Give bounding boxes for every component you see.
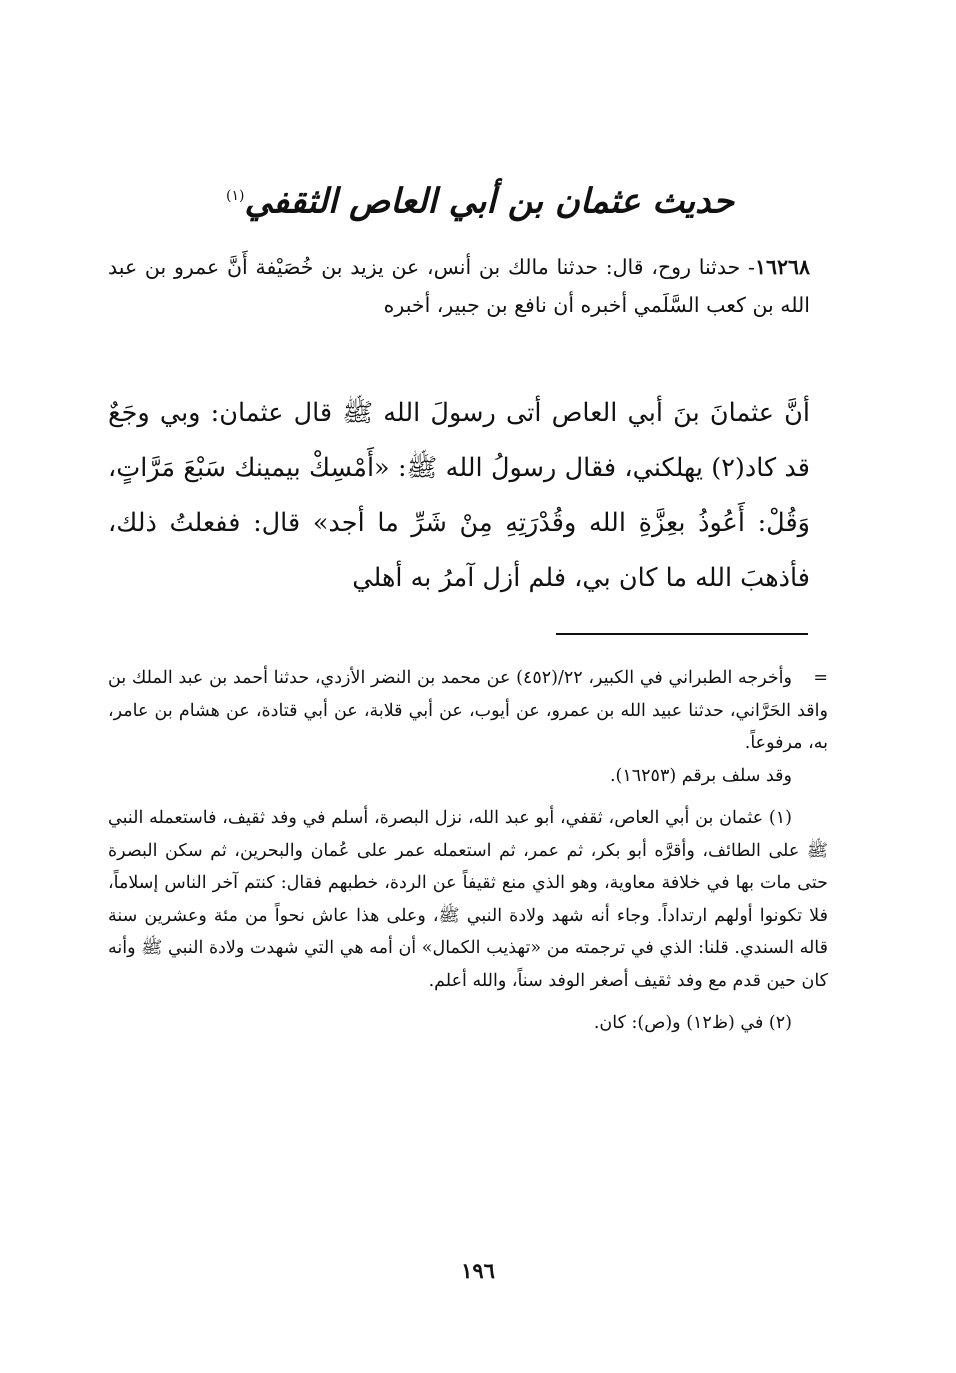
hadith-isnad-text: - حدثنا روح، قال: حدثنا مالك بن أنس، عن يزيد بن خُصَيْفة أَنَّ عمرو بن عبد الله بن كعب السَّلَمي أخبره أن نافع بن جبير، أخبره: [108, 255, 810, 317]
footnotes-section: [108, 662, 828, 1040]
footnote-continuation-text: وأخرجه الطبراني في الكبير، ٢٢/(٤٥٢) عن محمد بن النضر الأزدي، حدثنا أحمد بن عبد الملك بن واقد الحَرَّاني، حدثنا عبيد الله بن عمرو، عن أيوب، عن أبي قلابة، عن أبي قتادة، عن هشام بن عامر، به، مرفوعاً.: [108, 668, 828, 753]
chapter-title-text: حديث عثمان بن أبي العاص الثقفي: [244, 181, 734, 222]
footnote-continuation: [108, 662, 828, 760]
footnote-1: (١) عثمان بن أبي العاص، ثقفي، أبو عبد الله، نزل البصرة، أسلم في وفد ثقيف، فاستعمله النبي ﷺ على الطائف، وأقرَّه أبو بكر، ثم عمر، ثم استعمله عمر على عُمان والبحرين، ثم سكن البصرة حتى مات بها في خلافة معاوية، وهو الذي منع ثقيفاً عن الردة، خطبهم فقال: كنتم آخر الناس إسلاماً، فلا تكونوا أولهم ارتداداً. وجاء أنه شهد ولادة النبي ﷺ، وعلى هذا عاش نحواً من مئة وعشرين سنة قاله السندي. قلنا: الذي في ترجمته من «تهذيب الكمال» أن أمه هي التي شهدت ولادة النبي ﷺ وأنه كان حين قدم مع وفد ثقيف أصغر الوفد سناً، والله أعلم.: [108, 808, 828, 991]
title-footnote-marker: (١): [226, 188, 245, 204]
hadith-matn: [108, 386, 810, 606]
hadith-isnad: [108, 248, 810, 324]
footnote-2: (٢) في (ظ١٢) و(ص): كان.: [593, 1013, 792, 1033]
continuation-marker: =: [813, 668, 828, 688]
chapter-title: [200, 168, 760, 229]
footnote-separator: [556, 633, 808, 635]
hadith-matn-text: أنَّ عثمانَ بنَ أبي العاص أتى رسولَ الله ﷺ قال عثمان: وبي وجَعٌ قد كاد(٢) يهلكني، فقال رسولُ الله ﷺ: «أَمْسِكْ بيمينك سَبْعَ مَرَّاتٍ، وَقُلْ: أَعُوذُ بعِزَّةِ الله وقُدْرَتِهِ مِنْ شَرِّ ما أجد» قال: ففعلتُ ذلك، فأذهبَ الله ما كان بي، فلم أزل آمرُ به أهلي: [108, 398, 810, 593]
footnote-continuation-ref: وقد سلف برقم (١٦٢٥٣).: [609, 765, 792, 786]
hadith-number: ١٦٢٦٨: [754, 255, 810, 279]
page-number: ١٩٦: [461, 1258, 495, 1283]
